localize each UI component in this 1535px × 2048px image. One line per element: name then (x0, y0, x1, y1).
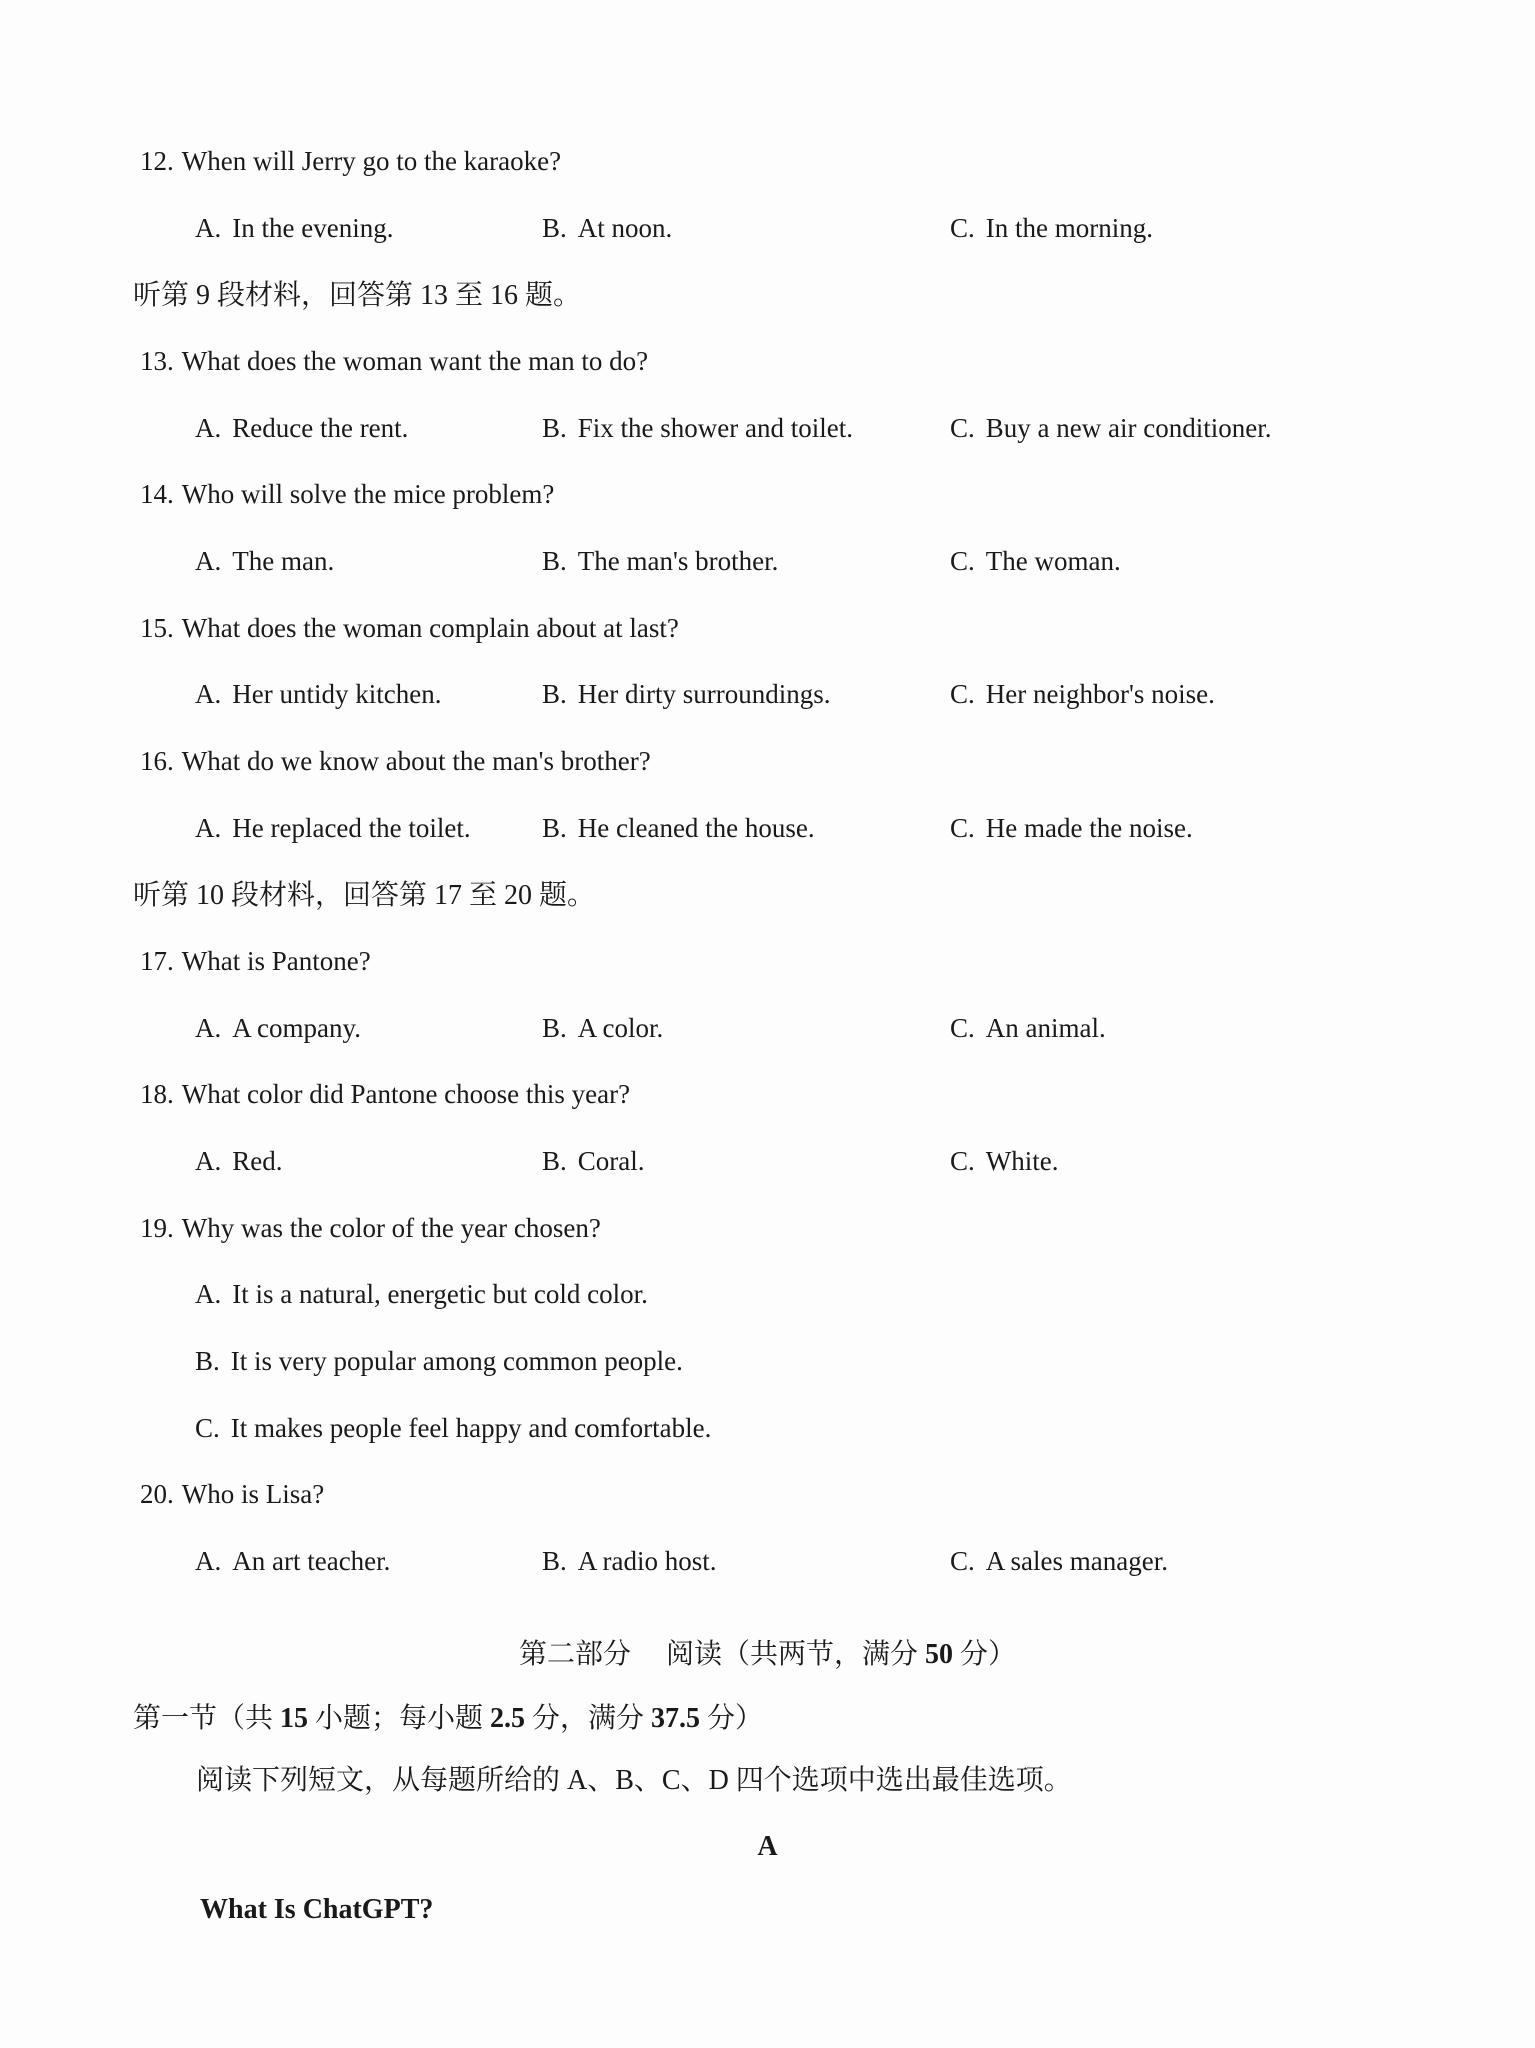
question-12-number: 12. (140, 146, 174, 176)
question-20-option-a (195, 1545, 390, 1579)
question-20-option-a-text: An art teacher. (232, 1546, 391, 1576)
question-19-option-a-label: A. (195, 1279, 222, 1309)
section1-p1: 第一节（共 (133, 1703, 281, 1734)
question-20-number: 20. (140, 1479, 174, 1509)
question-16-option-c-label: C. (950, 813, 975, 843)
question-15-option-b-text: Her dirty surroundings. (577, 679, 831, 709)
question-15-option-a (195, 678, 441, 712)
question-13-option-a-label: A. (195, 413, 222, 443)
question-17-option-c (950, 1012, 1106, 1046)
question-18-text: What color did Pantone choose this year? (181, 1079, 631, 1109)
question-12-option-c-text: In the morning. (985, 213, 1153, 243)
question-14-option-b-label: B. (542, 546, 567, 576)
question-13-option-b-text: Fix the shower and toilet. (577, 413, 853, 443)
question-15-option-c-text: Her neighbor's noise. (985, 679, 1215, 709)
question-13-option-a (195, 412, 408, 446)
question-16-option-c-text: He made the noise. (985, 813, 1193, 843)
part2-header-post: 分） (953, 1639, 1017, 1670)
question-14 (140, 478, 554, 512)
question-16-number: 16. (140, 746, 174, 776)
question-16-option-c (950, 812, 1193, 846)
question-16 (140, 745, 651, 779)
question-13-option-b-label: B. (542, 413, 567, 443)
question-15-option-b-label: B. (542, 679, 567, 709)
question-14-option-b-text: The man's brother. (577, 546, 779, 576)
section1-p3: 分，满分 (525, 1703, 652, 1734)
question-16-option-a (195, 812, 471, 846)
question-14-number: 14. (140, 479, 174, 509)
part2-header-score: 50 (925, 1639, 953, 1670)
part2-header (0, 1637, 1535, 1672)
listening-header-9: 听第 9 段材料，回答第 13 至 16 题。 (133, 280, 582, 311)
question-19-option-b-text: It is very popular among common people. (230, 1346, 683, 1376)
question-20-options (0, 1545, 1535, 1587)
question-13-options (0, 412, 1535, 454)
question-12-option-c-label: C. (950, 213, 975, 243)
question-16-option-a-text: He replaced the toilet. (232, 813, 471, 843)
question-18-option-b (542, 1145, 645, 1179)
question-17-option-a-label: A. (195, 1013, 222, 1043)
question-15-option-b (542, 678, 830, 712)
question-17-text: What is Pantone? (181, 946, 371, 976)
question-19-option-b (195, 1345, 683, 1379)
question-14-option-a-text: The man. (232, 546, 335, 576)
question-12-option-c (950, 212, 1153, 246)
question-20-text: Who is Lisa? (181, 1479, 325, 1509)
question-20-option-c-label: C. (950, 1546, 975, 1576)
question-18-option-c-label: C. (950, 1146, 975, 1176)
question-19-option-a (195, 1278, 648, 1312)
question-18-option-a-label: A. (195, 1146, 222, 1176)
question-14-option-b (542, 545, 778, 579)
question-15-option-a-label: A. (195, 679, 222, 709)
question-18-options (0, 1145, 1535, 1187)
question-16-option-a-label: A. (195, 813, 222, 843)
question-13-option-a-text: Reduce the rent. (232, 413, 409, 443)
section1-p4: 分） (700, 1703, 764, 1734)
reading-instruction: 阅读下列短文，从每题所给的 A、B、C、D 四个选项中选出最佳选项。 (196, 1765, 1072, 1796)
question-12-option-b-label: B. (542, 213, 567, 243)
part2-section1-header (133, 1701, 763, 1736)
question-17-option-b-text: A color. (577, 1013, 664, 1043)
section1-p2: 小题；每小题 (308, 1703, 491, 1734)
question-18-option-b-text: Coral. (577, 1146, 645, 1176)
question-12 (140, 145, 561, 179)
question-18-option-b-label: B. (542, 1146, 567, 1176)
question-17-number: 17. (140, 946, 174, 976)
question-12-option-a-label: A. (195, 213, 222, 243)
question-12-text: When will Jerry go to the karaoke? (181, 146, 562, 176)
listening-header-10: 听第 10 段材料，回答第 17 至 20 题。 (133, 880, 596, 911)
question-13-text: What does the woman want the man to do? (181, 346, 649, 376)
question-16-option-b (542, 812, 815, 846)
question-18 (140, 1078, 630, 1112)
passage-label: A (757, 1831, 778, 1862)
question-17-option-a (195, 1012, 361, 1046)
question-17-option-b (542, 1012, 663, 1046)
question-18-option-c-text: White. (985, 1146, 1059, 1176)
question-18-option-a (195, 1145, 283, 1179)
question-19-option-c-text: It makes people feel happy and comfortable. (230, 1413, 712, 1443)
question-17-options (0, 1012, 1535, 1054)
part2-header-pre: 第二部分 阅读（共两节，满分 (518, 1639, 925, 1670)
question-18-option-a-text: Red. (232, 1146, 283, 1176)
question-13-option-c (950, 412, 1271, 446)
question-12-options (0, 212, 1535, 254)
question-20-option-a-label: A. (195, 1546, 222, 1576)
question-19-option-b-label: B. (195, 1346, 220, 1376)
section1-points-each: 2.5 (490, 1703, 526, 1734)
question-15-option-c (950, 678, 1215, 712)
question-17 (140, 945, 371, 979)
question-20-option-b (542, 1545, 717, 1579)
question-17-option-c-label: C. (950, 1013, 975, 1043)
question-12-option-a-text: In the evening. (232, 213, 394, 243)
question-12-option-a (195, 212, 393, 246)
question-14-text: Who will solve the mice problem? (181, 479, 555, 509)
section1-count: 15 (280, 1703, 309, 1734)
question-20-option-c (950, 1545, 1168, 1579)
question-19-option-a-text: It is a natural, energetic but cold color. (232, 1279, 648, 1309)
question-17-option-b-label: B. (542, 1013, 567, 1043)
question-12-option-b-text: At noon. (577, 213, 673, 243)
question-15-text: What does the woman complain about at last? (181, 613, 679, 643)
question-13-option-c-text: Buy a new air conditioner. (985, 413, 1272, 443)
question-13-number: 13. (140, 346, 174, 376)
question-20-option-b-text: A radio host. (577, 1546, 717, 1576)
question-14-option-c-label: C. (950, 546, 975, 576)
question-15-number: 15. (140, 613, 174, 643)
question-16-text: What do we know about the man's brother? (181, 746, 651, 776)
question-20-option-b-label: B. (542, 1546, 567, 1576)
question-16-option-b-label: B. (542, 813, 567, 843)
question-16-options (0, 812, 1535, 854)
passage-title: What Is ChatGPT? (200, 1894, 434, 1925)
question-18-number: 18. (140, 1079, 174, 1109)
question-19-text: Why was the color of the year chosen? (181, 1213, 601, 1243)
question-13 (140, 345, 648, 379)
question-17-option-c-text: An animal. (985, 1013, 1106, 1043)
question-15-option-a-text: Her untidy kitchen. (232, 679, 442, 709)
question-19-option-c-label: C. (195, 1413, 220, 1443)
question-19-option-c (195, 1412, 711, 1446)
question-19 (140, 1212, 601, 1246)
question-14-options (0, 545, 1535, 587)
question-15-option-c-label: C. (950, 679, 975, 709)
question-20-option-c-text: A sales manager. (985, 1546, 1168, 1576)
question-19-number: 19. (140, 1213, 174, 1243)
question-16-option-b-text: He cleaned the house. (577, 813, 815, 843)
question-13-option-c-label: C. (950, 413, 975, 443)
question-14-option-c (950, 545, 1121, 579)
question-14-option-a (195, 545, 334, 579)
question-13-option-b (542, 412, 853, 446)
question-15-options (0, 678, 1535, 720)
question-15 (140, 612, 679, 646)
question-14-option-c-text: The woman. (985, 546, 1121, 576)
question-12-option-b (542, 212, 672, 246)
section1-total-points: 37.5 (651, 1703, 701, 1734)
question-17-option-a-text: A company. (232, 1013, 361, 1043)
question-14-option-a-label: A. (195, 546, 222, 576)
question-18-option-c (950, 1145, 1059, 1179)
question-20 (140, 1478, 324, 1512)
